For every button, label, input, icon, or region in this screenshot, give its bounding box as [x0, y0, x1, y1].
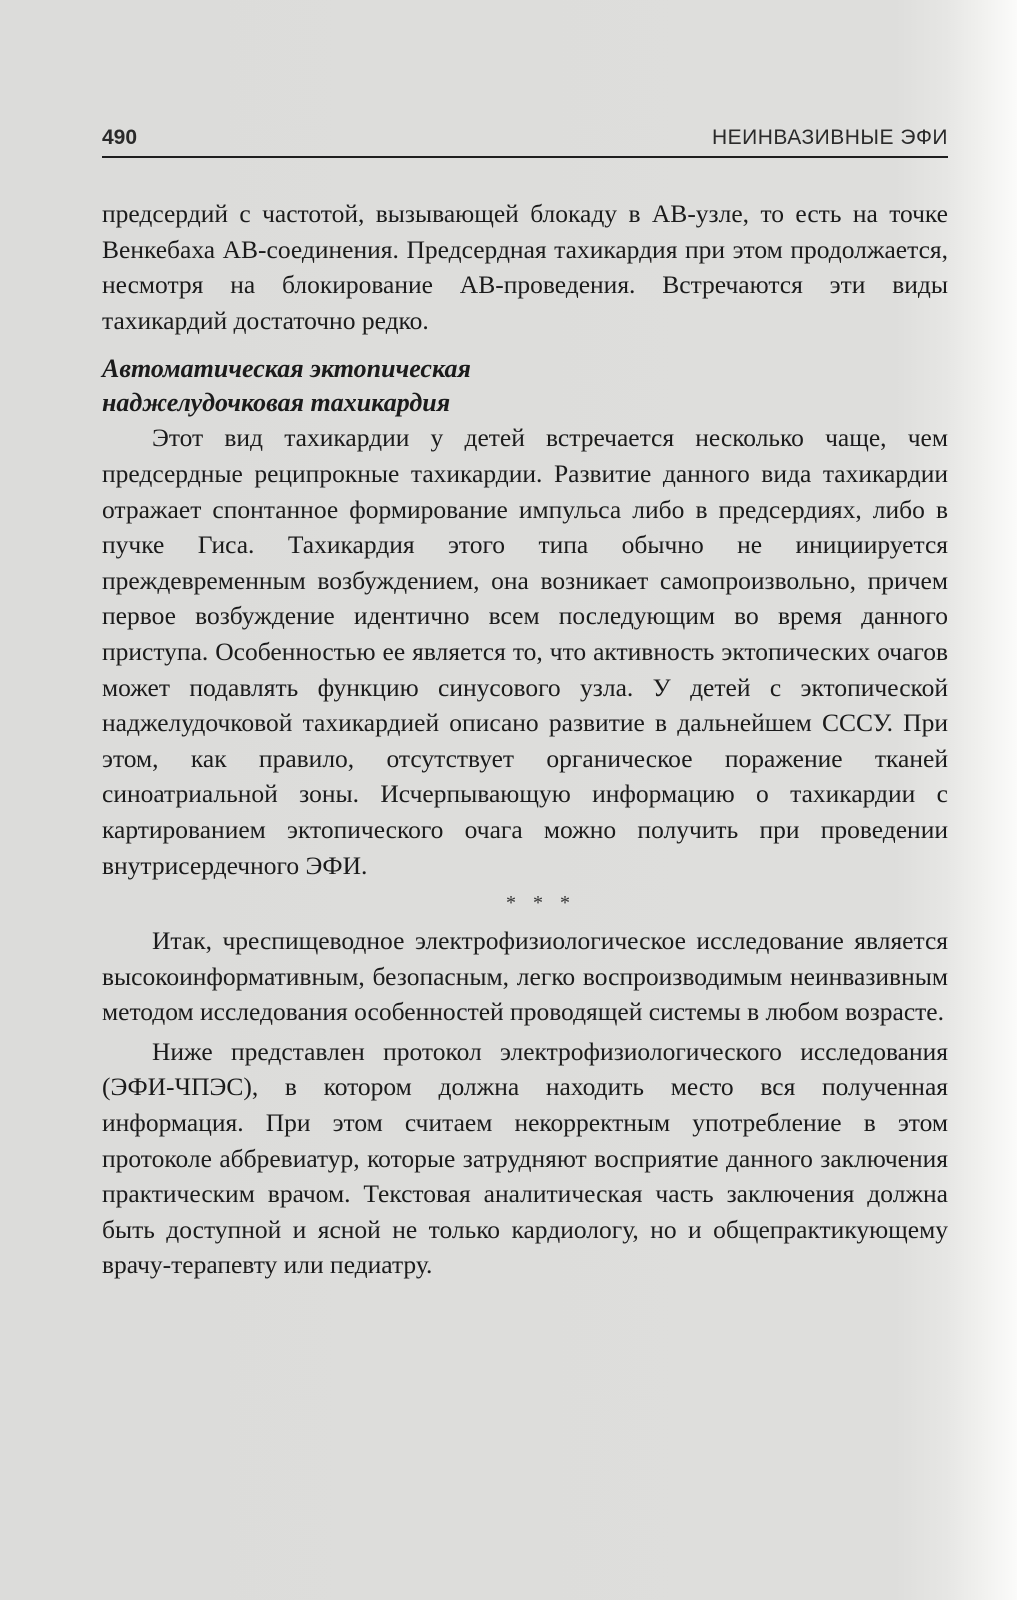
page-header [102, 122, 948, 158]
paragraph-intro: предсердий с частотой, вызывающей блокаду в АВ-узле, то есть на точке Венкебаха АВ-соединения. Предсердная тахикардия при этом продолжается, несмотря на блокирование АВ-проведения. Встречаются эти виды тахикардий достаточно редко. [102, 199, 948, 335]
section-heading-line1: Автоматическая эктопическая [102, 354, 471, 384]
section-heading [102, 352, 948, 420]
paragraph-protocol: Ниже представлен протокол электрофизиологического исследования (ЭФИ-ЧПЭС), в котором должна находить место вся полученная информация. При этом считаем некорректным употребление в этом протоколе аббревиатур, которые затрудняют восприятие данного заключения практическим врачом. Текстовая аналитическая часть заключения должна быть доступной и ясной не только кардиологу, но и общепрактикующему врачу-терапевту или педиатру. [102, 1036, 948, 1280]
running-head: НЕИНВАЗИВНЫЕ ЭФИ [711, 126, 948, 149]
paragraph-summary: Итак, чреспищеводное электрофизиологическое исследование является высокоинформативным, безопасным, легко воспроизводимым неинвазивным методом исследования особенностей проводящей системы в любом возрасте. [102, 926, 948, 1027]
page-content [102, 196, 948, 1283]
section-separator: * * * [506, 892, 576, 915]
paragraph-automatic-tachycardia: Этот вид тахикардии у детей встречается несколько чаще, чем предсердные реципрокные тахикардии. Развитие данного вида тахикардии отражает спонтанное формирование импульса либо в предсердиях, либо в пучке Гиса. Тахикардия этого типа обычно не инициируется преждевременным возбуждением, она возникает самопроизвольно, причем первое возбуждение идентично всем последующим во время данного приступа. Особенностью ее является то, что активность эктопических очагов может подавлять функцию синусового узла. У детей с эктопической наджелудочковой тахикардией описано развитие в дальнейшем СССУ. При этом, как правило, отсутствует органическое поражение тканей синоатриальной зоны. Исчерпывающую информацию о тахикардии с картированием эктопического очага можно получить при проведении внутрисердечного ЭФИ. [102, 423, 948, 880]
page-number: 490 [102, 126, 138, 149]
section-heading-line2: наджелудочковая тахикардия [102, 388, 451, 418]
